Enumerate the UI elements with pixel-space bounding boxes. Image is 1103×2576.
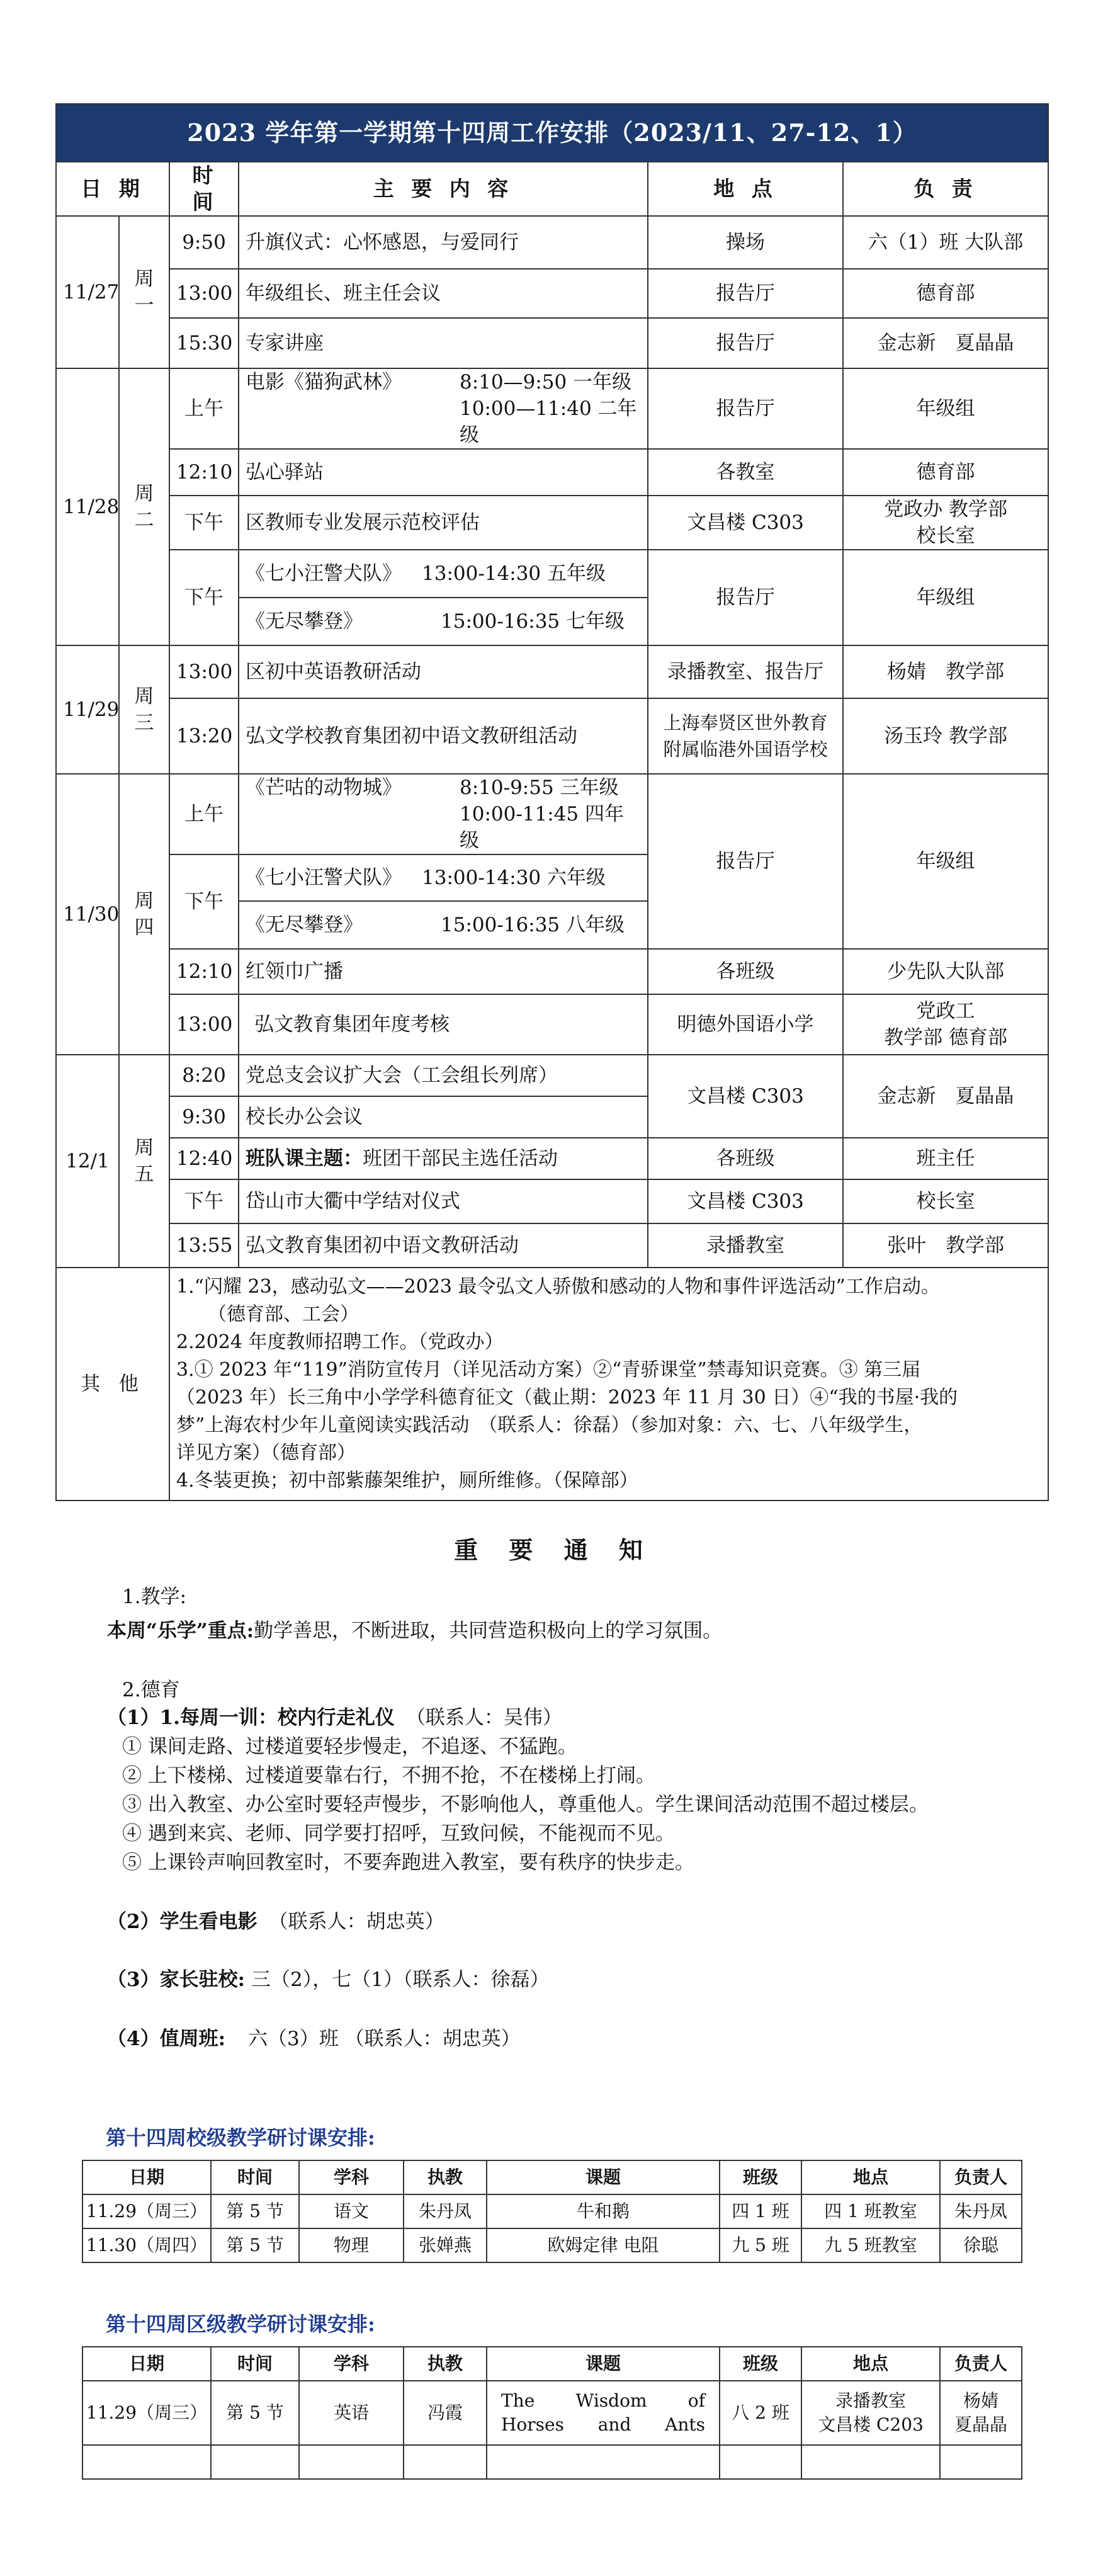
table-row	[56, 774, 1048, 854]
place-line: 录播教室	[835, 2390, 906, 2411]
place-cell: 录播教室	[648, 1223, 843, 1268]
col-owner: 负责人	[940, 2347, 1022, 2381]
film-slot: 10:00—11:40 二年级	[460, 397, 637, 446]
owner-cell	[843, 994, 1048, 1055]
moral4-title: （4）值周班:	[107, 2028, 226, 2050]
place-cell: 报告厅	[648, 269, 843, 318]
other-line: 3.① 2023 年“119”消防宣传月（详见活动方案）②“青骄课堂”禁毒知识竞赛。③ 第三届	[176, 1359, 921, 1381]
cell-owner: 朱丹凤	[940, 2194, 1022, 2228]
cell-topic: 牛和鹅	[487, 2194, 720, 2228]
content-cell: 弘文教育集团初中语文教研活动	[239, 1223, 648, 1268]
rule-line: ⑤ 上课铃声响回教室时，不要奔跑进入教室，要有秩序的快步走。	[122, 1851, 694, 1874]
table-row	[56, 496, 1048, 550]
empty-cell	[82, 2445, 211, 2479]
notices-heading: 重 要 通 知	[454, 1536, 654, 1564]
cell-subject: 语文	[299, 2194, 404, 2228]
focus-text: 勤学善思，不断进取，共同营造积极向上的学习氛围。	[254, 1620, 723, 1642]
content-cell: 弘心驿站	[239, 449, 648, 496]
date-cell: 11/27	[56, 216, 119, 368]
rule-line: ③ 出入教室、办公室时要轻声慢步，不影响他人，尊重他人。学生课间活动范围不超过楼层。	[122, 1793, 929, 1816]
col-date: 日期	[82, 2160, 211, 2194]
other-line: 详见方案）（德育部）	[176, 1442, 356, 1464]
empty-cell	[801, 2445, 940, 2479]
place-cell: 文昌楼 C303	[648, 496, 843, 550]
cell-place: 四 1 班教室	[801, 2194, 940, 2228]
content-cell	[239, 854, 648, 949]
film-title: 《芒咕的动物城》	[246, 776, 402, 799]
empty-cell	[211, 2445, 299, 2479]
cell-date: 11.29（周三）	[82, 2194, 211, 2228]
table-row	[56, 1138, 1048, 1179]
empty-cell	[487, 2445, 720, 2479]
header-owner: 负 责	[843, 162, 1048, 216]
col-place: 地点	[801, 2347, 940, 2381]
place-cell: 录播教室、报告厅	[648, 645, 843, 698]
weekday-cell: 周一	[119, 216, 169, 368]
other-line: 4.冬装更换；初中部紫藤架维护，厕所维修。（保障部）	[176, 1470, 638, 1492]
film-slot: 13:00-14:30 六年级	[422, 866, 606, 889]
owner-line: 党政工	[916, 1000, 975, 1023]
cell-class: 八 2 班	[720, 2381, 801, 2445]
film-slot: 8:10—9:50 一年级	[460, 371, 632, 394]
moral3-title: （3）家长驻校:	[107, 1968, 246, 1991]
place-cell: 各班级	[648, 1138, 843, 1179]
film-slot: 15:00-16:35 八年级	[441, 914, 625, 936]
owner-cell: 杨婧 教学部	[843, 645, 1048, 698]
table-row	[82, 2228, 1022, 2262]
owner-cell: 校长室	[843, 1179, 1048, 1223]
content-cell	[239, 1138, 648, 1179]
other-line: （2023 年）长三角中小学学科德育征文（截止期：2023 年 11 月 30 日）④“我的书屋·我的	[176, 1387, 958, 1409]
teach-title: 1.教学:	[122, 1586, 187, 1608]
cell-class: 四 1 班	[720, 2194, 801, 2228]
col-topic: 课题	[487, 2347, 720, 2381]
owner-line: 杨婧	[963, 2390, 998, 2411]
header-time: 时 间	[169, 162, 239, 216]
content-cell: 弘文教育集团年度考核	[239, 994, 648, 1055]
place-cell: 报告厅	[648, 368, 843, 449]
owner-cell: 德育部	[843, 449, 1048, 496]
cell-topic: 欧姆定律 电阻	[487, 2228, 720, 2262]
other-line: 2.2024 年度教师招聘工作。（党政办）	[176, 1331, 504, 1353]
empty-row	[82, 2445, 1022, 2479]
owner-cell: 汤玉玲 教学部	[843, 698, 1048, 774]
film-slot: 15:00-16:35 七年级	[441, 610, 625, 633]
school-lessons-title: 第十四周校级教学研讨课安排:	[106, 2126, 375, 2150]
time-cell: 下午	[169, 496, 239, 550]
owner-cell: 六（1）班 大队部	[843, 216, 1048, 269]
owner-line: 校长室	[916, 525, 975, 547]
schedule-header-row	[56, 162, 1048, 216]
cell-owner	[940, 2381, 1022, 2445]
cell-date: 11.29（周三）	[82, 2381, 211, 2445]
content-cell: 专家讲座	[239, 318, 648, 368]
date-cell: 11/29	[56, 645, 119, 774]
table-row	[56, 449, 1048, 496]
table-row	[56, 368, 1048, 449]
place-cell: 报告厅	[648, 318, 843, 368]
owner-cell: 张叶 教学部	[843, 1223, 1048, 1268]
film-slot: 13:00-14:30 五年级	[422, 562, 606, 585]
film-title: 《七小汪警犬队》	[246, 562, 402, 585]
time-cell: 上午	[169, 368, 239, 449]
theme-text: 班团干部民主选任活动	[363, 1147, 558, 1170]
time-cell: 下午	[169, 1179, 239, 1223]
other-content	[169, 1268, 1048, 1501]
table-row	[82, 2194, 1022, 2228]
time-cell: 13:20	[169, 698, 239, 774]
table-row	[56, 949, 1048, 994]
cell-owner: 徐聪	[940, 2228, 1022, 2262]
place-line: 上海奉贤区世外教育	[663, 712, 828, 734]
time-cell: 12:10	[169, 449, 239, 496]
weekday-cell: 周二	[119, 368, 169, 645]
schedule-table	[55, 103, 1049, 1501]
film-title: 《无尽攀登》	[246, 914, 363, 936]
place-cell: 报告厅	[648, 774, 843, 949]
empty-cell	[299, 2445, 404, 2479]
moral1-title: （1）1.每周一训：校内行走礼仪	[107, 1706, 395, 1729]
cell-subject: 物理	[299, 2228, 404, 2262]
cell-place	[801, 2381, 940, 2445]
header-content: 主 要 内 容	[239, 162, 648, 216]
col-subject: 学科	[299, 2347, 404, 2381]
moral2-title: （2）学生看电影	[107, 1910, 257, 1933]
time-cell: 13:00	[169, 645, 239, 698]
time-cell: 下午	[169, 854, 239, 949]
table-row	[56, 645, 1048, 698]
film-slot: 10:00-11:45 四年级	[460, 803, 625, 852]
table-row	[56, 269, 1048, 318]
place-line: 文昌楼 C203	[818, 2414, 924, 2435]
time-cell: 13:00	[169, 994, 239, 1055]
place-cell: 各班级	[648, 949, 843, 994]
table-row	[82, 2381, 1022, 2445]
content-cell: 年级组长、班主任会议	[239, 269, 648, 318]
moral3-text: 三（2），七（1）（联系人：徐磊）	[251, 1968, 550, 1991]
table-header-row	[82, 2160, 1022, 2194]
time-cell: 12:10	[169, 949, 239, 994]
cell-teacher: 张婵燕	[404, 2228, 487, 2262]
content-cell: 弘文学校教育集团初中语文教研组活动	[239, 698, 648, 774]
content-cell: 岱山市大衢中学结对仪式	[239, 1179, 648, 1223]
col-time: 时间	[211, 2160, 299, 2194]
weekday-cell: 周五	[119, 1055, 169, 1268]
film-title: 电影《猫狗武林》	[246, 371, 402, 394]
time-cell: 9:50	[169, 216, 239, 269]
time-cell: 9:30	[169, 1096, 239, 1138]
col-date: 日期	[82, 2347, 211, 2381]
content-cell: 党总支会议扩大会（工会组长列席）	[239, 1055, 648, 1096]
date-cell: 11/30	[56, 774, 119, 1055]
table-row	[56, 994, 1048, 1055]
table-row	[56, 1055, 1048, 1096]
time-cell: 13:55	[169, 1223, 239, 1268]
table-row	[56, 1179, 1048, 1223]
other-label: 其 他	[56, 1268, 169, 1501]
date-cell: 12/1	[56, 1055, 119, 1268]
cell-date: 11.30（周四）	[82, 2228, 211, 2262]
moral1-contact: （联系人：吴伟）	[405, 1706, 562, 1729]
film-title: 《七小汪警犬队》	[246, 866, 402, 889]
time-cell: 15:30	[169, 318, 239, 368]
cell-teacher: 冯霞	[404, 2381, 487, 2445]
time-cell: 8:20	[169, 1055, 239, 1096]
focus-label: 本周“乐学”重点:	[107, 1620, 254, 1642]
owner-cell	[843, 496, 1048, 550]
place-cell	[648, 698, 843, 774]
empty-cell	[940, 2445, 1022, 2479]
time-cell: 下午	[169, 550, 239, 645]
film-title: 《无尽攀登》	[246, 610, 363, 633]
content-cell: 区教师专业发展示范校评估	[239, 496, 648, 550]
owner-cell: 少先队大队部	[843, 949, 1048, 994]
cell-teacher: 朱丹凤	[404, 2194, 487, 2228]
cell-time: 第 5 节	[211, 2381, 299, 2445]
topic-line: Horses and Ants	[501, 2414, 705, 2435]
rule-line: ② 上下楼梯、过楼道要靠右行，不拥不抢，不在楼梯上打闹。	[122, 1764, 655, 1787]
rule-line: ④ 遇到来宾、老师、同学要打招呼，互致问候，不能视而不见。	[122, 1822, 675, 1845]
col-subject: 学科	[299, 2160, 404, 2194]
owner-line: 党政办 教学部	[884, 498, 1007, 521]
content-cell: 校长办公会议	[239, 1096, 648, 1138]
table-header-row	[82, 2347, 1022, 2381]
owner-cell: 金志新 夏晶晶	[843, 1055, 1048, 1138]
header-place: 地 点	[648, 162, 843, 216]
district-lessons-title: 第十四周区级教学研讨课安排:	[106, 2312, 375, 2336]
cell-subject: 英语	[299, 2381, 404, 2445]
owner-cell: 年级组	[843, 550, 1048, 645]
col-class: 班级	[720, 2160, 801, 2194]
content-cell	[239, 774, 648, 854]
time-cell: 12:40	[169, 1138, 239, 1179]
district-lessons-table	[82, 2346, 1022, 2480]
cell-place: 九 5 班教室	[801, 2228, 940, 2262]
col-time: 时间	[211, 2347, 299, 2381]
owner-cell: 班主任	[843, 1138, 1048, 1179]
content-cell	[239, 368, 648, 449]
schedule-title: 2023 学年第一学期第十四周工作安排（2023/11、27-12、1）	[56, 104, 1048, 162]
table-row	[56, 698, 1048, 774]
col-teacher: 执教	[404, 2347, 487, 2381]
owner-cell: 德育部	[843, 269, 1048, 318]
col-teacher: 执教	[404, 2160, 487, 2194]
place-cell: 文昌楼 C303	[648, 1055, 843, 1138]
moral-title: 2.德育	[122, 1679, 180, 1701]
moral4-text: 六（3）班 （联系人：胡忠英）	[248, 2028, 521, 2050]
place-cell: 操场	[648, 216, 843, 269]
place-cell: 文昌楼 C303	[648, 1179, 843, 1223]
owner-cell: 年级组	[843, 774, 1048, 949]
table-row	[56, 216, 1048, 269]
cell-time: 第 5 节	[211, 2194, 299, 2228]
owner-cell: 年级组	[843, 368, 1048, 449]
col-place: 地点	[801, 2160, 940, 2194]
owner-line: 夏晶晶	[954, 2414, 1007, 2435]
empty-cell	[404, 2445, 487, 2479]
content-cell: 红领巾广播	[239, 949, 648, 994]
date-cell: 11/28	[56, 368, 119, 645]
content-cell: 升旗仪式：心怀感恩，与爱同行	[239, 216, 648, 269]
header-date: 日 期	[56, 162, 169, 216]
other-line: 梦”上海农村少年儿童阅读实践活动 （联系人：徐磊）（参加对象：六、七、八年级学生，	[176, 1414, 923, 1436]
table-row	[56, 1223, 1048, 1268]
cell-class: 九 5 班	[720, 2228, 801, 2262]
empty-cell	[720, 2445, 801, 2479]
place-cell: 明德外国语小学	[648, 994, 843, 1055]
col-owner: 负责人	[940, 2160, 1022, 2194]
cell-topic	[487, 2381, 720, 2445]
owner-line: 教学部 德育部	[884, 1026, 1007, 1049]
theme-label: 班队课主题：	[246, 1147, 363, 1170]
col-topic: 课题	[487, 2160, 720, 2194]
weekday-cell: 周四	[119, 774, 169, 1055]
time-cell: 上午	[169, 774, 239, 854]
other-line: 1.“闪耀 23，感动弘文——2023 最令弘文人骄傲和感动的人物和事件评选活动”工作启动。	[176, 1276, 940, 1298]
place-cell: 报告厅	[648, 550, 843, 645]
table-row	[56, 550, 1048, 645]
moral2-contact: （联系人：胡忠英）	[268, 1910, 444, 1933]
cell-time: 第 5 节	[211, 2228, 299, 2262]
school-lessons-table	[82, 2160, 1022, 2263]
topic-line: The Wisdom of	[501, 2390, 705, 2411]
time-cell: 13:00	[169, 269, 239, 318]
col-class: 班级	[720, 2347, 801, 2381]
other-row	[56, 1268, 1048, 1501]
rule-line: ① 课间走路、过楼道要轻步慢走，不追逐、不猛跑。	[122, 1735, 577, 1758]
other-line: （德育部、工会）	[208, 1303, 359, 1325]
film-slot: 8:10-9:55 三年级	[460, 776, 619, 799]
weekday-cell: 周三	[119, 645, 169, 774]
owner-cell: 金志新 夏晶晶	[843, 318, 1048, 368]
content-cell	[239, 550, 648, 645]
table-row	[56, 318, 1048, 368]
place-line: 附属临港外国语学校	[663, 739, 828, 760]
place-cell: 各教室	[648, 449, 843, 496]
content-cell: 区初中英语教研活动	[239, 645, 648, 698]
